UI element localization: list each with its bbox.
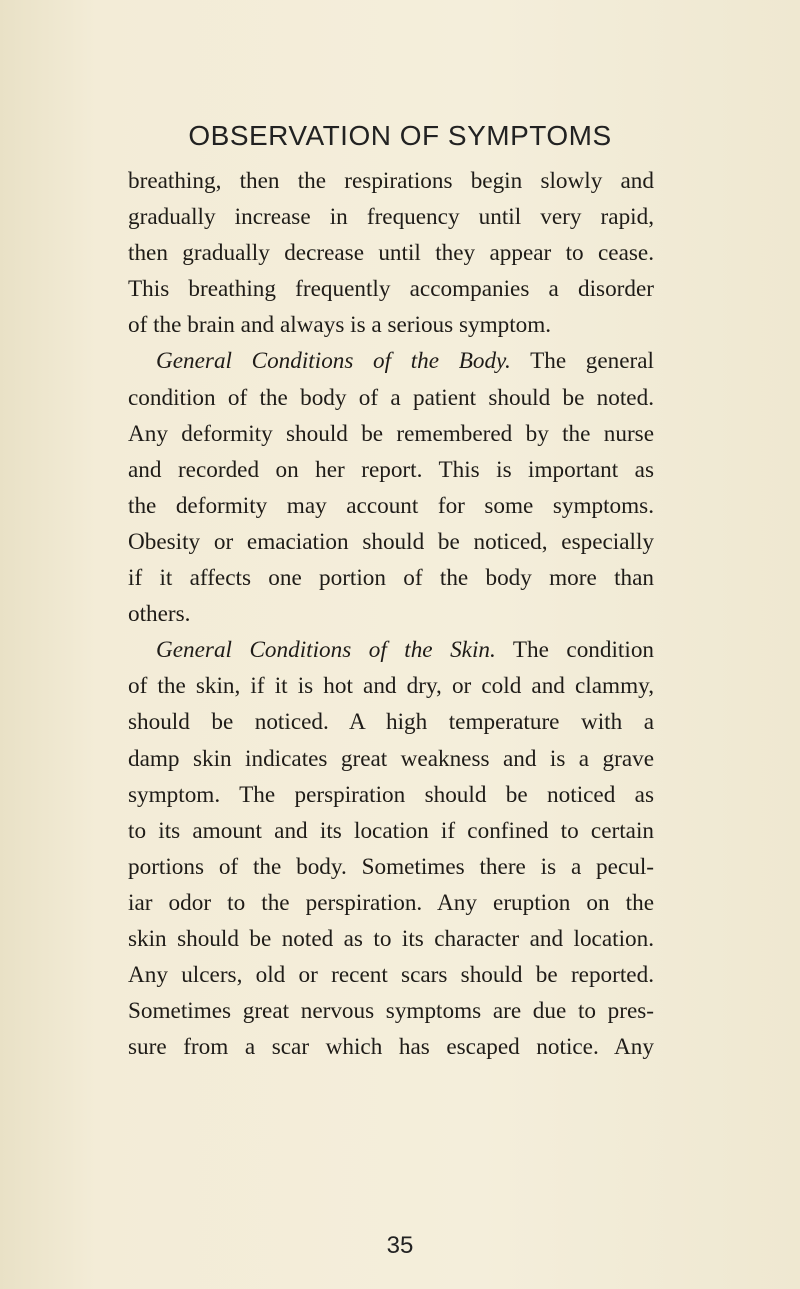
text-line: and recorded on her report. This is important as [128, 456, 654, 483]
text-line: symptom. The perspiration should be noticed as [128, 781, 654, 808]
text-line: then gradually decrease until they appear to cease. [128, 240, 654, 267]
text-line: breathing, then the respirations begin slowly and [128, 168, 654, 194]
text-line: Obesity or emaciation should be noticed, especially [128, 528, 654, 555]
text-line: to its amount and its location if confined to certain [128, 817, 654, 844]
text-line: if it affects one portion of the body more than [128, 565, 654, 592]
text-line: Any deformity should be remembered by the nurse [128, 420, 654, 447]
text-line: This breathing frequently accompanies a disorder [128, 276, 654, 303]
text-line: condition of the body of a patient should be noted. [128, 384, 654, 411]
section-heading-body: General Conditions of the Body. [156, 348, 511, 375]
paragraph-first-line [128, 632, 654, 668]
text-line: sure from a scar which has escaped notice. Any [128, 1034, 654, 1061]
text-line: of the skin, if it is hot and dry, or cold and clammy, [128, 673, 654, 700]
text-line: gradually increase in frequency until very rapid, [128, 204, 654, 231]
paragraph-first-line [128, 343, 654, 379]
text-line: portions of the body. Sometimes there is a pecul- [128, 853, 654, 880]
text-line: others. [128, 601, 191, 628]
section-heading-skin: General Conditions of the Skin. [156, 637, 496, 664]
body-text [128, 163, 654, 1065]
text-line: damp skin indicates great weakness and is a grave [128, 745, 654, 772]
text-line: iar odor to the perspiration. Any eruption on the [128, 889, 654, 916]
text-line: the deformity may account for some symptoms. [128, 492, 654, 519]
text-line: Any ulcers, old or recent scars should be reported. [128, 962, 654, 989]
text-line: of the brain and always is a serious symptom. [128, 312, 552, 339]
text-line: should be noticed. A high temperature with a [128, 709, 654, 736]
text-run: The condition [495, 637, 655, 664]
running-head: OBSERVATION OF SYMPTOMS [188, 120, 612, 151]
text-run: The general [510, 348, 654, 375]
page-number: 35 [386, 1232, 414, 1259]
text-line: Sometimes great nervous symptoms are due to pres- [128, 998, 654, 1025]
text-line: skin should be noted as to its character and location. [128, 925, 654, 952]
